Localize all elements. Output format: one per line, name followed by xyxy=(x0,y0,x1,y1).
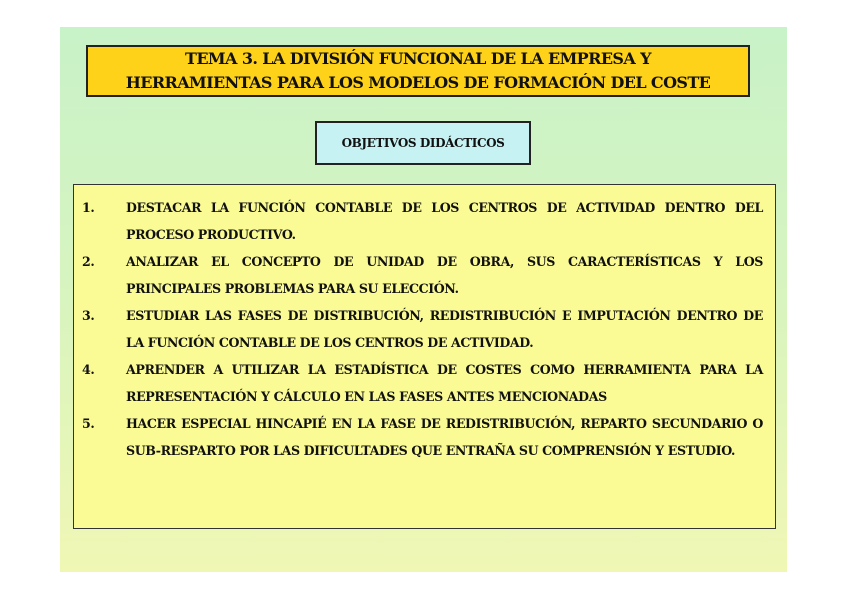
objective-number: 4. xyxy=(82,362,95,377)
objective-number: 3. xyxy=(82,308,95,323)
objectives-list xyxy=(82,194,763,464)
slide xyxy=(60,27,787,572)
objective-item xyxy=(82,302,763,356)
objective-number: 1. xyxy=(82,200,95,215)
objective-text: DESTACAR LA FUNCIÓN CONTABLE DE LOS CENTROS DE ACTIVIDAD DENTRO DEL PROCESO PRODUCTIVO. xyxy=(126,200,763,242)
objective-text: HACER ESPECIAL HINCAPIÉ EN LA FASE DE REDISTRIBUCIÓN, REPARTO SECUNDARIO O SUB-RESPARTO POR LAS DIFICULTADES QUE ENTRAÑA SU COMPRENSIÓN Y ESTUDIO. xyxy=(126,416,763,458)
objective-text: APRENDER A UTILIZAR LA ESTADÍSTICA DE COSTES COMO HERRAMIENTA PARA LA REPRESENTACIÓN Y CÁLCULO EN LAS FASES ANTES MENCIONADAS xyxy=(126,362,763,404)
slide-title xyxy=(86,45,750,97)
objectives-heading: OBJETIVOS DIDÁCTICOS xyxy=(315,121,531,165)
objective-item xyxy=(82,356,763,410)
objective-item xyxy=(82,194,763,248)
objective-number: 2. xyxy=(82,254,95,269)
objective-item xyxy=(82,248,763,302)
objective-text: ESTUDIAR LAS FASES DE DISTRIBUCIÓN, REDISTRIBUCIÓN E IMPUTACIÓN DENTRO DE LA FUNCIÓN CONTABLE DE LOS CENTROS DE ACTIVIDAD. xyxy=(126,308,763,350)
objective-number: 5. xyxy=(82,416,95,431)
title-line-1: TEMA 3. LA DIVISIÓN FUNCIONAL DE LA EMPRESA Y xyxy=(185,49,651,68)
title-line-2: HERRAMIENTAS PARA LOS MODELOS DE FORMACIÓN DEL COSTE xyxy=(125,73,711,92)
objective-item xyxy=(82,410,763,464)
objective-text: ANALIZAR EL CONCEPTO DE UNIDAD DE OBRA, SUS CARACTERÍSTICAS Y LOS PRINCIPALES PROBLEMAS PARA SU ELECCIÓN. xyxy=(126,254,763,296)
objectives-box xyxy=(73,184,776,529)
